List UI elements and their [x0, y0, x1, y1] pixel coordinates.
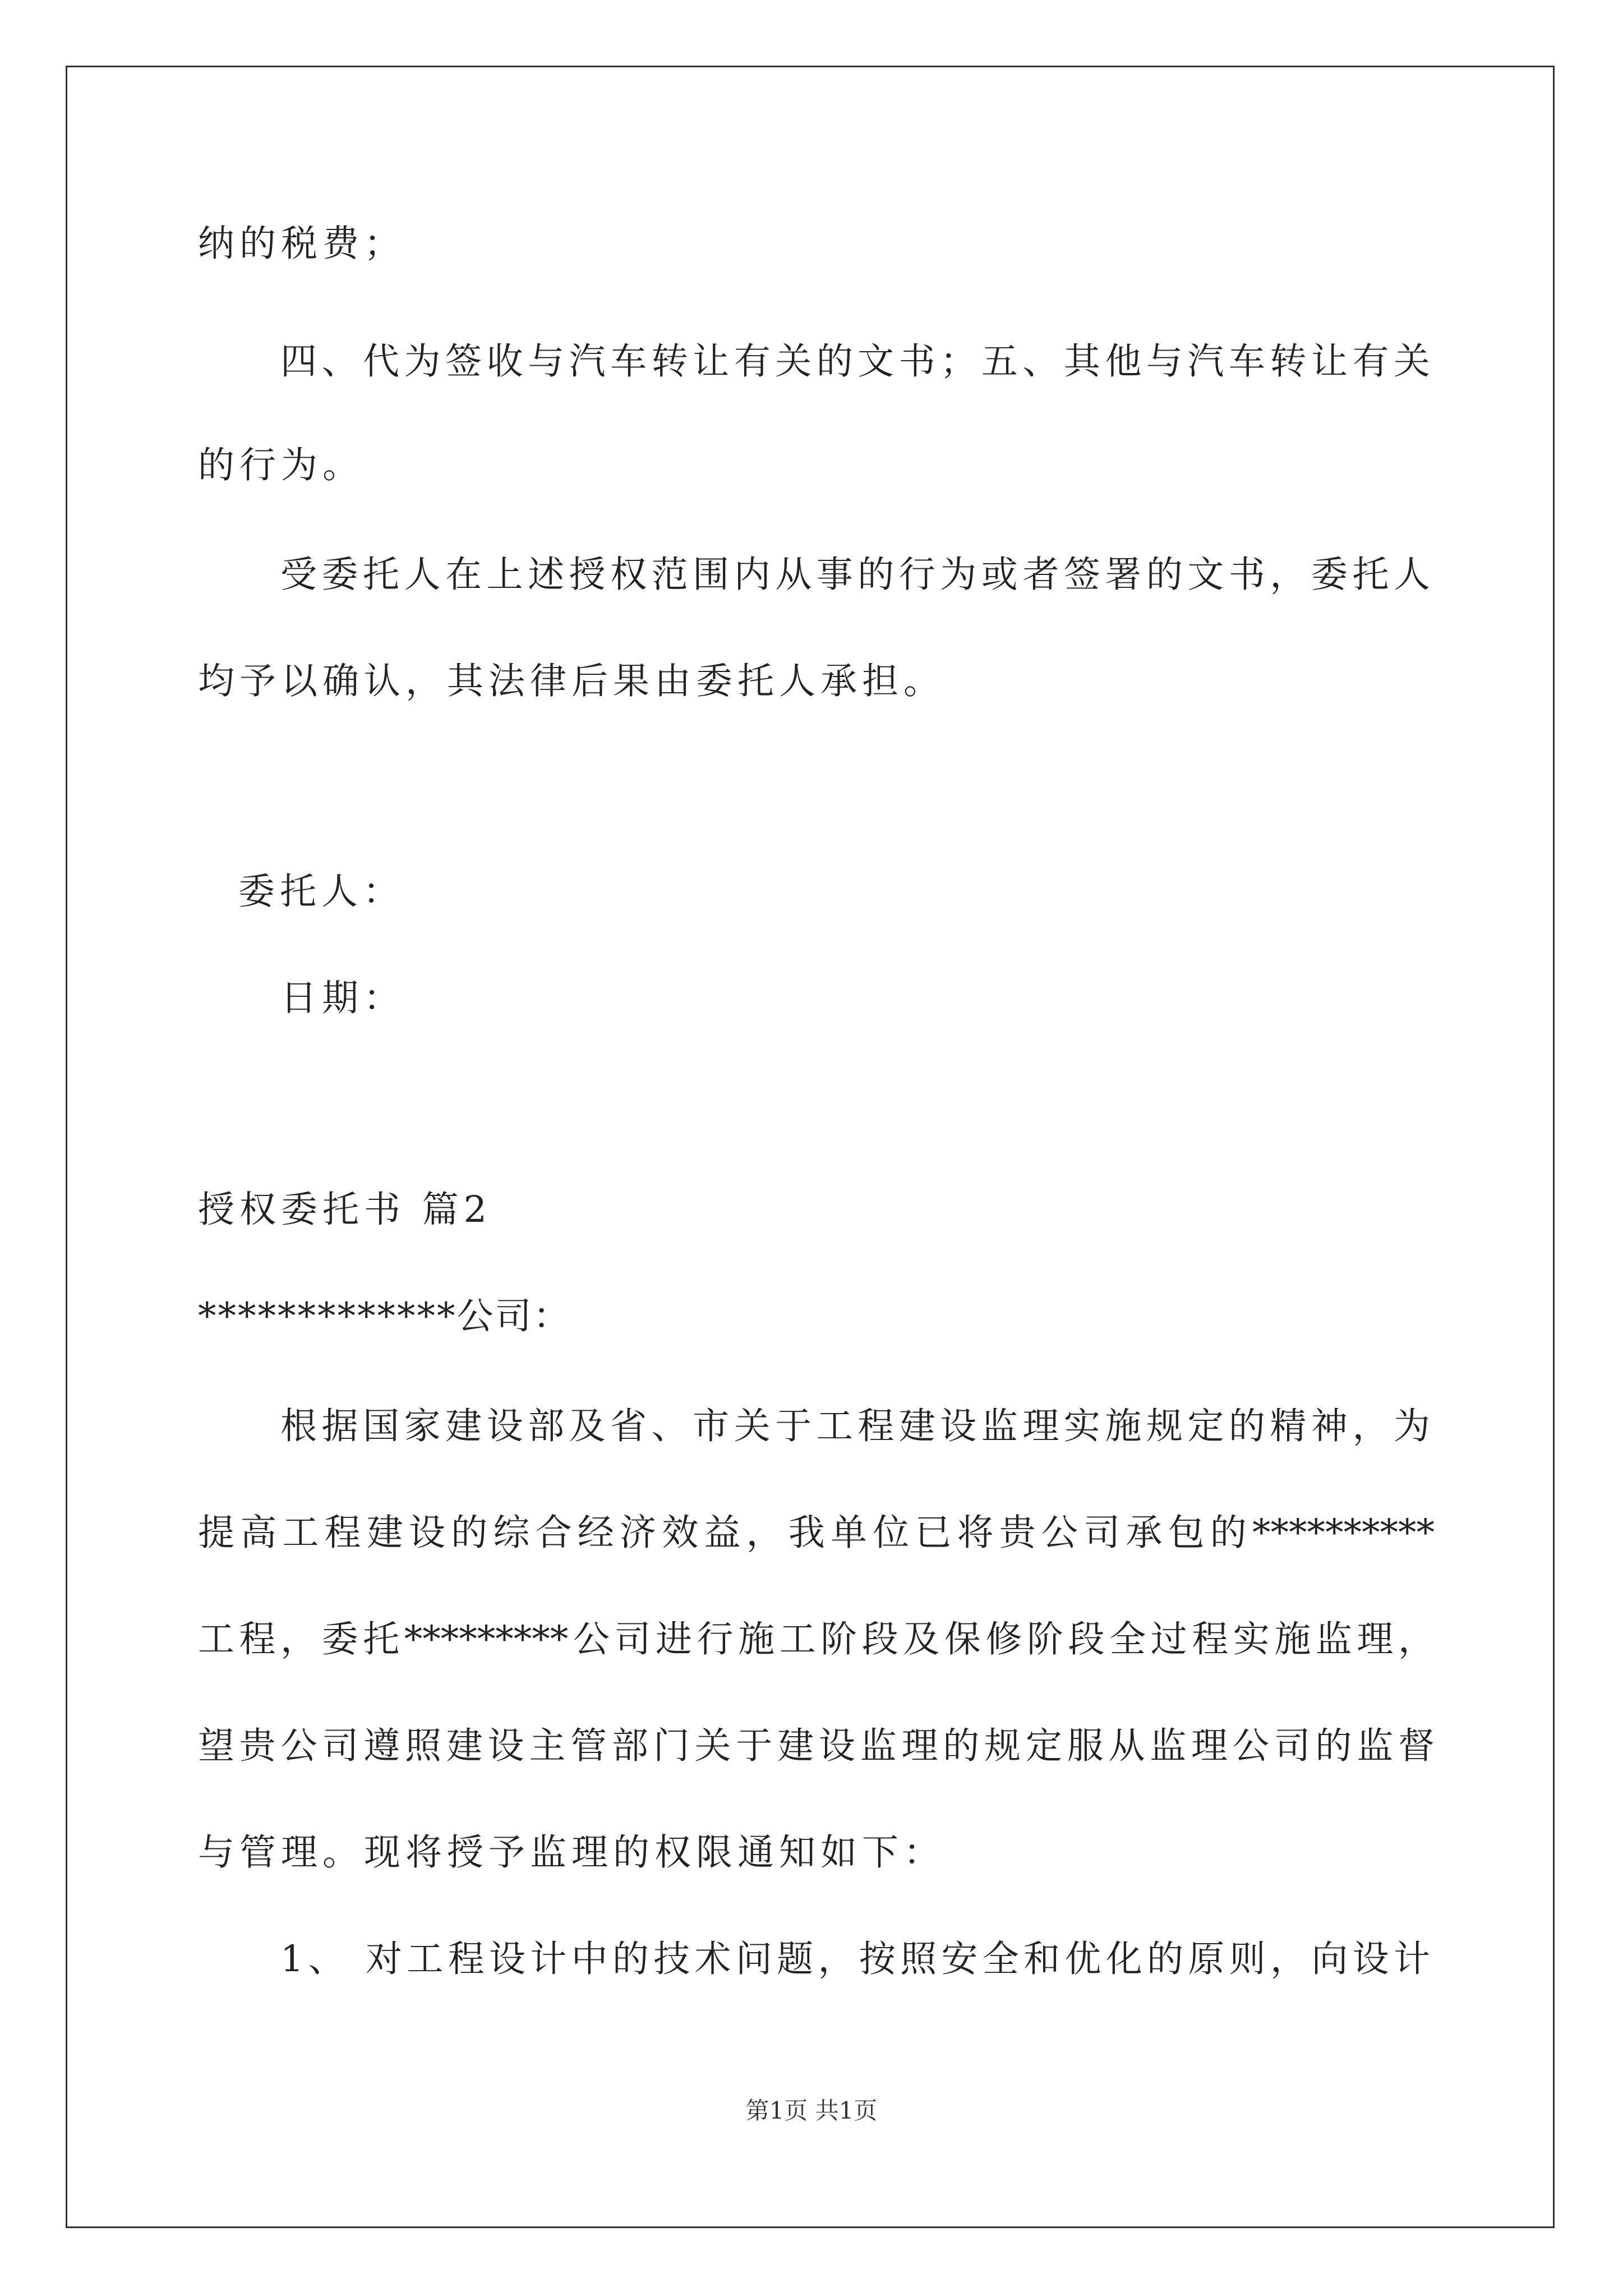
text-line: 受委托人在上述授权范围内从事的行为或者签署的文书，委托人 — [280, 554, 1430, 596]
page-border — [66, 66, 1555, 2228]
signature-principal-label: 委托人： — [238, 871, 405, 913]
text-line: 四、代为签收与汽车转让有关的文书；五、其他与汽车转让有关 — [280, 341, 1430, 383]
text-line: 的行为。 — [198, 444, 365, 486]
text-line: 工程，委托*********公司进行施工阶段及保修阶段全过程实施监理， — [198, 1618, 1435, 1660]
text-line: 均予以确认，其法律后果由委托人承担。 — [198, 660, 946, 702]
text-line: 望贵公司遵照建设主管部门关于建设监理的规定服从监理公司的监督 — [198, 1725, 1435, 1767]
text-line: 纳的税费； — [198, 223, 406, 265]
addressee-line: *************公司： — [198, 1295, 571, 1337]
text-line: 提高工程建设的综合经济效益，我单位已将贵公司承包的********** — [198, 1512, 1435, 1554]
list-item: 1、 对工程设计中的技术问题，按照安全和优化的原则，向设计 — [280, 1938, 1430, 1980]
page-footer: 第1页 共1页 — [745, 2097, 878, 2124]
section-heading: 授权委托书 篇2 — [198, 1189, 492, 1231]
signature-date-label: 日期： — [280, 977, 405, 1019]
text-line: 与管理。现将授予监理的权限通知如下： — [198, 1832, 946, 1874]
text-line: 根据国家建设部及省、市关于工程建设监理实施规定的精神，为 — [280, 1405, 1430, 1447]
